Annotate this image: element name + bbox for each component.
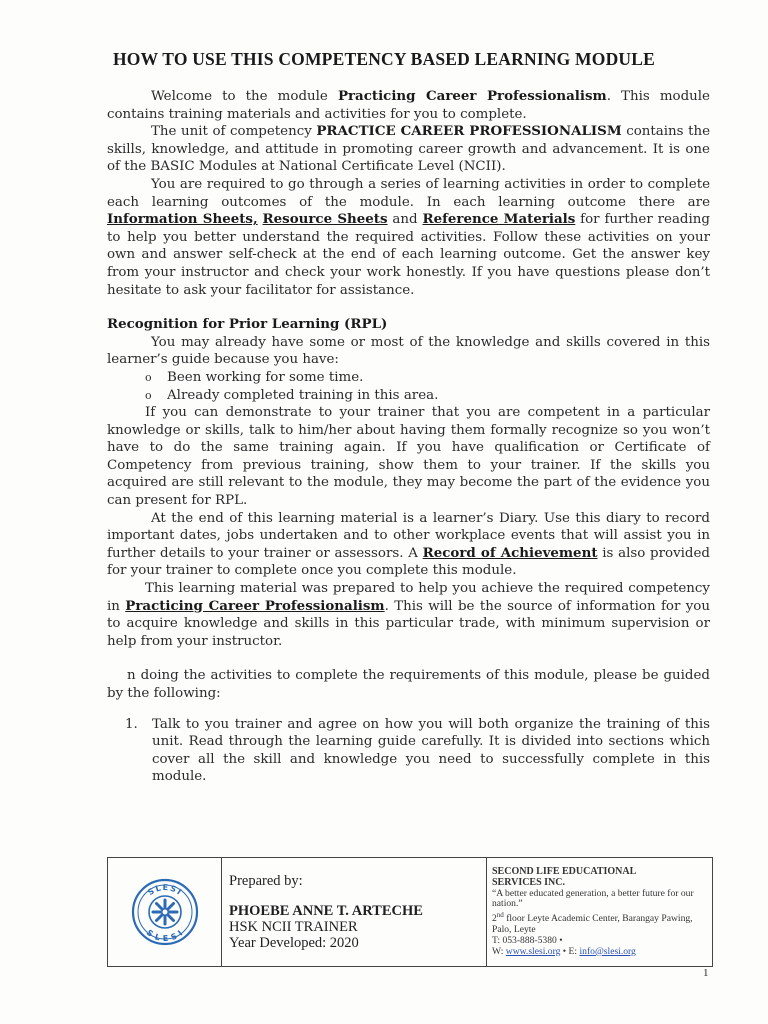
resource-sheets-term: Resource Sheets — [262, 211, 388, 228]
text-run: 2 — [492, 913, 497, 925]
footer-box — [107, 857, 713, 967]
intro-paragraph-2 — [107, 123, 710, 176]
text-run: The unit of competency — [151, 124, 317, 140]
module-name-bold: Practicing Career Professionalism — [337, 88, 607, 104]
item-number: 1. — [125, 716, 138, 732]
org-name-line1: SECOND LIFE EDUCATIONAL — [492, 866, 637, 877]
item-text: Talk to you trainer and agree on how you will both organize the training of this unit. Read through the learning guide carefully. It is divided into sections which cover all the skill and knowledge you need to successfully complete in this module. — [152, 716, 710, 785]
author-role: HSK NCII TRAINER — [229, 919, 358, 935]
text-run: This learning material was prepared to help you achieve the required competency in — [107, 581, 710, 614]
slesi-logo — [108, 858, 222, 966]
org-telephone: T: 053-888-5380 • — [492, 934, 563, 946]
text-run: contains the skills, knowledge, and attitude in promoting career growth and advancement. It is one of the BASIC Modules at National Certificate Level (NCII). — [107, 124, 711, 175]
competency-name-bold: PRACTICE CAREER PROFESSIONALISM — [316, 123, 622, 140]
text-run: for further reading to help you better understand the required activities. Follow these activities on your own and answer self-check at the end of each learning outcome. Get the answer key from your instructor and check your work honestly. If you have questions please don’t hesitate to ask your facilitator for assistance. — [107, 212, 710, 298]
rpl-heading: Recognition for Prior Learning (RPL) — [107, 316, 388, 333]
prepared-label: Prepared by: — [229, 873, 303, 889]
intro-paragraph-3 — [107, 176, 710, 299]
text-run: W: — [492, 945, 506, 957]
prepared-by-block — [222, 858, 487, 966]
svg-text:SLESI — [146, 883, 184, 897]
text-run: is also provided for your trainer to complete once you complete this module. — [107, 545, 710, 579]
bullet-mark: o — [145, 370, 152, 384]
guide-intro: n doing the activities to complete the requirements of this module, please be guided by the following: — [107, 668, 710, 701]
reference-materials-term: Reference Materials — [422, 211, 576, 228]
org-address — [492, 910, 708, 936]
website-link[interactable]: www.slesi.org — [505, 945, 561, 957]
text-run: floor Leyte Academic Center, Barangay Pawing, Palo, Leyte — [492, 913, 693, 936]
rpl-paragraph-2: If you can demonstrate to your trainer that you are competent in a particular knowledge or skills, talk to him/her about having them formally recognize so you won’t have to do the same training again. If you have qualification or Certificate of Competency from previous training, show them to your trainer. If the skills you acquired are still relevant to the module, they may become the part of the evidence you can present for RPL. — [107, 405, 710, 509]
page-title: HOW TO USE THIS COMPETENCY BASED LEARNING MODULE — [113, 49, 655, 69]
rpl-paragraph-4 — [107, 580, 710, 650]
text-run: . This will be the source of information for you to acquire knowledge and skills in this particular trade, with minimum supervision or help from your instructor. — [107, 598, 710, 649]
logo-text-top: SLESI — [145, 882, 184, 898]
text-run: Welcome to the module — [151, 89, 338, 104]
ordinal-suffix: nd — [496, 911, 504, 920]
rpl-paragraph-1: You may already have some or most of the knowledge and skills covered in this learner’s guide because you have: — [107, 334, 710, 368]
organization-block — [487, 858, 712, 966]
list-item — [145, 369, 710, 387]
list-item-text: Been working for some time. — [167, 369, 364, 385]
numbered-item — [125, 716, 710, 786]
text-run: and — [387, 212, 423, 228]
org-contacts — [492, 947, 708, 958]
list-item — [145, 387, 710, 405]
list-item-text: Already completed training in this area. — [167, 387, 439, 403]
rpl-paragraph-3 — [107, 510, 710, 580]
year-developed: Year Developed: 2020 — [229, 935, 359, 951]
text-run: You are required to go through a series of learning activities in order to complete each learning outcomes of the module. In each learning outcome there are — [107, 176, 710, 210]
text-run: • E: — [560, 945, 580, 957]
information-sheets-term: Information Sheets, — [107, 211, 258, 228]
page-number: 1 — [703, 967, 709, 979]
record-of-achievement-term: Record of Achievement — [422, 544, 598, 561]
module-body — [107, 88, 710, 786]
text-run: At the end of this learning material is a learner’s Diary. Use this diary to record important dates, jobs undertaken and to other workplace events that will assist you in further details to your trainer or assessors. A — [107, 510, 710, 561]
org-name-line2: SERVICES INC. — [492, 876, 566, 888]
org-motto: “A better educated generation, a better future for our nation.” — [492, 887, 694, 910]
email-link[interactable]: info@slesi.org — [579, 945, 636, 957]
intro-paragraph-1 — [107, 88, 710, 123]
logo-text-bottom: SLESI — [144, 927, 186, 944]
module-name-underlined: Practicing Career Professionalism — [125, 597, 385, 614]
author-name: PHOEBE ANNE T. ARTECHE — [229, 903, 423, 919]
text-run: . This module contains training materials and activities for you to complete. — [107, 89, 710, 122]
slesi-logo-icon — [131, 878, 199, 946]
bullet-mark: o — [145, 388, 152, 402]
